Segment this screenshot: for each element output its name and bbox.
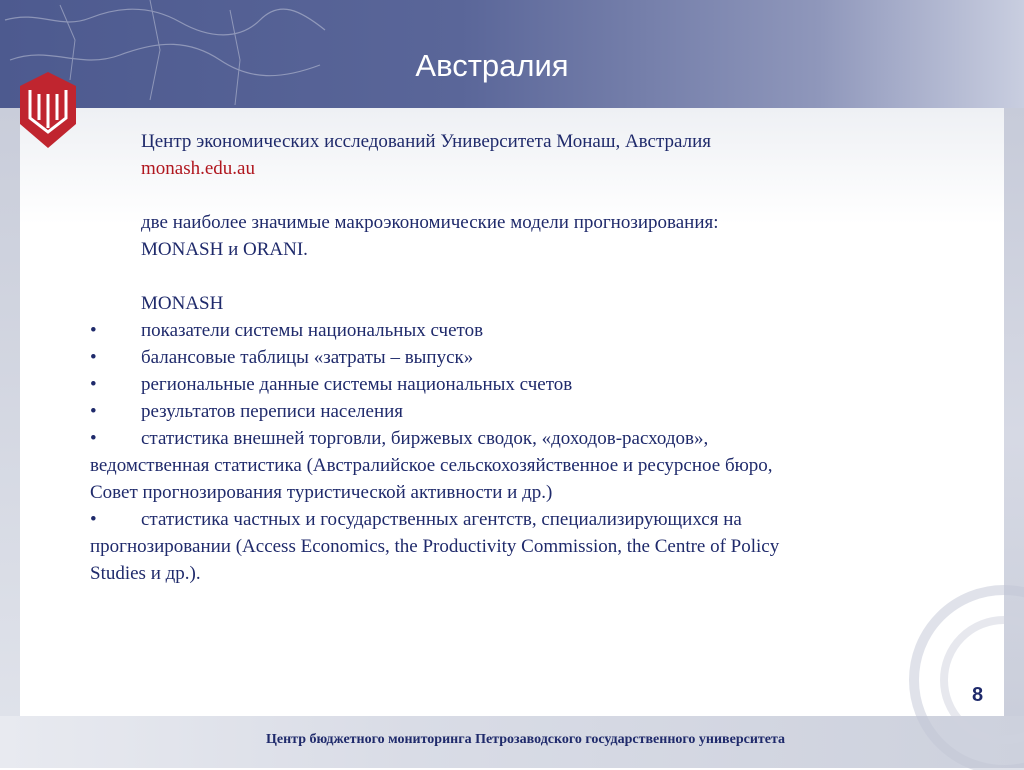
spacer <box>90 263 950 290</box>
section-title: MONASH <box>141 293 224 314</box>
bullet: • <box>90 401 97 422</box>
list-item <box>90 317 950 344</box>
bullet: • <box>90 320 97 341</box>
list-item-text: результатов переписи населения <box>141 401 404 422</box>
footer-text: Центр бюджетного мониторинга Петрозаводского государственного университета <box>266 732 786 747</box>
bullet: • <box>90 374 97 395</box>
list-item-text: показатели системы национальных счетов <box>141 320 484 341</box>
list-item <box>90 371 950 398</box>
list-item-continuation: прогнозировании (Access Economics, the Productivity Commission, the Centre of Policy <box>90 536 780 557</box>
models-line-2: MONASH и ORANI. <box>141 239 308 260</box>
list-item-text: статистика внешней торговли, биржевых сводок, «доходов-расходов», <box>141 428 709 449</box>
list-item-continuation: Studies и др.). <box>90 563 201 584</box>
bullet: • <box>90 428 97 449</box>
page-number: 8 <box>972 684 984 706</box>
slide-body <box>90 128 950 587</box>
org-line: Центр экономических исследований Университета Монаш, Австралия <box>141 131 711 152</box>
list-item <box>90 425 950 452</box>
slide-title: Австралия <box>415 48 569 83</box>
list-item <box>90 398 950 425</box>
left-border <box>0 108 20 718</box>
bullet: • <box>90 509 97 530</box>
models-line-1: две наиболее значимые макроэкономические модели прогнозирования: <box>141 212 719 233</box>
list-item-continuation: Совет прогнозирования туристической активности и др.) <box>90 482 553 503</box>
bullet: • <box>90 347 97 368</box>
spacer <box>90 182 950 209</box>
list-item-text: балансовые таблицы «затраты – выпуск» <box>141 347 474 368</box>
list-item-continuation: ведомственная статистика (Австралийское сельскохозяйственное и ресурсное бюро, <box>90 455 773 476</box>
list-item-text: статистика частных и государственных агентств, специализирующихся на <box>141 509 742 530</box>
list-item-text: региональные данные системы национальных счетов <box>141 374 573 395</box>
decorative-rings <box>824 560 1024 770</box>
website-link[interactable]: monash.edu.au <box>141 158 255 179</box>
list-item <box>90 506 950 533</box>
list-item <box>90 344 950 371</box>
